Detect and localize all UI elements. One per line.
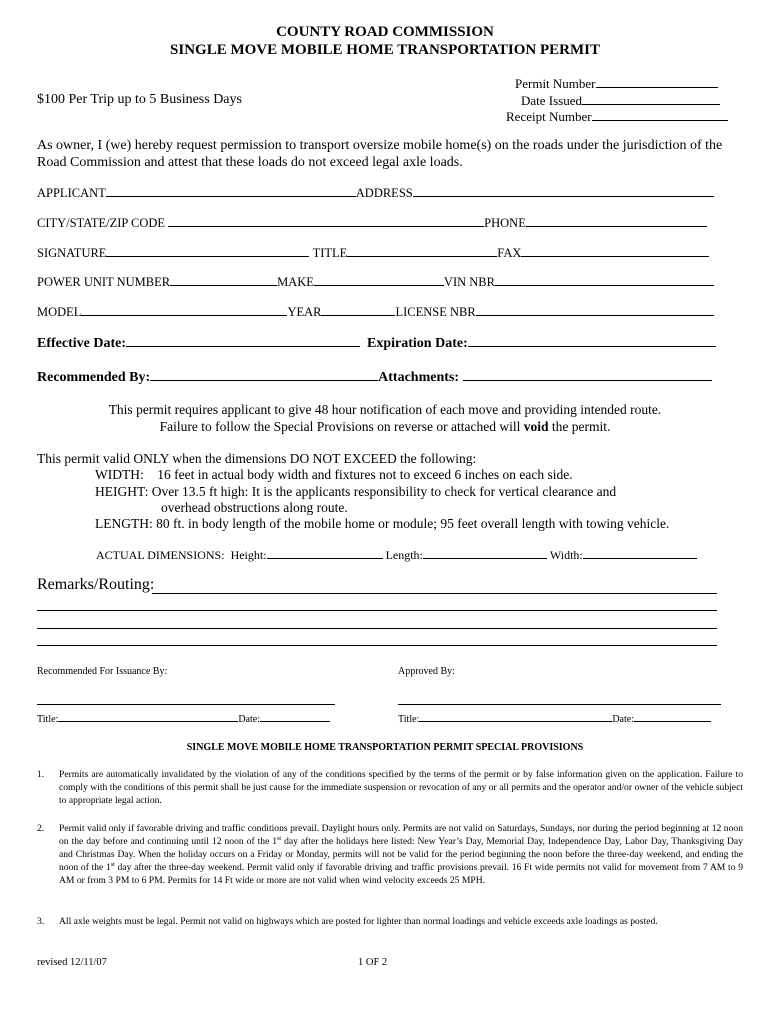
date-issued-field: [521, 93, 720, 109]
expiration-date-label: Expiration Date:: [367, 336, 468, 351]
provision-2-part-c: day after the three-day weekend. Permit valid only if favorable driving and traffic provisions prevail. 16 Ft wide permits not valid for movement from 7 AM to 9 AM or from 3 PM to 6 PM. Permits for 14 Ft wide or more are not valid when wind velocity exceeds 25 MPH.: [59, 862, 743, 886]
applicant-row: [37, 185, 714, 201]
provision-1-text: Permits are automatically invalidated by the violation of any of the conditions specified by the terms of the permit or by false information given on the application. Failure to comply with the conditions of this permit shall be just cause for the immediate suspension or revocation of any or all permits and the operator and/or owner of the vehicle subject to appropriate legal action.: [59, 769, 743, 806]
provision-2: [37, 822, 743, 902]
recommended-row: [37, 369, 712, 386]
limits-width: WIDTH: 16 feet in actual body width and fixtures not to exceed 6 inches on each side.: [95, 467, 573, 482]
approved-title-label: Title:: [398, 714, 420, 725]
vin-line[interactable]: [495, 274, 714, 286]
provision-3-text: All axle weights must be legal. Permit not valid on highways which are posted for lighter than normal loadings and vehicle exceeds axle loadings as posted.: [59, 916, 658, 927]
permit-number-field: [515, 76, 718, 92]
actual-width-label: Width:: [549, 548, 583, 562]
superscript-st: st: [110, 861, 115, 868]
title-label: TITLE: [312, 246, 348, 260]
remarks-label: Remarks/Routing:: [37, 576, 155, 593]
power-unit-row: [37, 274, 714, 290]
applicant-line[interactable]: [106, 185, 356, 197]
receipt-number-label: Receipt Number: [506, 109, 592, 124]
remarks-line-4[interactable]: [37, 645, 717, 646]
provisions-heading: SINGLE MOVE MOBILE HOME TRANSPORTATION PERMIT SPECIAL PROVISIONS: [186, 742, 584, 753]
power-unit-line[interactable]: [170, 274, 277, 286]
applicant-label: APPLICANT: [37, 186, 106, 200]
approved-by-label: Approved By:: [398, 666, 455, 677]
city-line[interactable]: [168, 215, 484, 227]
provision-1: [37, 768, 743, 808]
attachments-label: Attachments:: [378, 370, 460, 385]
effective-date-line[interactable]: [126, 335, 360, 347]
recommended-title-line[interactable]: [58, 712, 238, 722]
actual-width-line[interactable]: [583, 547, 697, 559]
make-line[interactable]: [314, 274, 444, 286]
address-label: ADDRESS: [355, 186, 413, 200]
intro-line-1: As owner, I (we) hereby request permission to transport oversize mobile home(s) on the roads under the jurisdiction of the: [37, 138, 723, 153]
approved-signature-line[interactable]: [398, 704, 721, 705]
page-number: 1 OF 2: [358, 957, 388, 968]
fee-text: $100 Per Trip up to 5 Business Days: [37, 92, 242, 107]
limits-intro: This permit valid ONLY when the dimensions DO NOT EXCEED the following:: [37, 451, 477, 466]
provision-3-number: 3.: [37, 916, 45, 927]
address-line[interactable]: [413, 185, 714, 197]
provision-1-number: 1.: [37, 769, 45, 780]
actual-height-label: Height:: [230, 548, 267, 562]
signature-row: [37, 245, 709, 261]
notice-line-2: [0, 419, 770, 435]
phone-line[interactable]: [526, 215, 707, 227]
power-unit-label: POWER UNIT NUMBER: [37, 275, 171, 289]
model-line[interactable]: [81, 304, 287, 316]
effective-row: [37, 335, 716, 352]
date-issued-label: Date Issued: [521, 93, 583, 108]
approved-title-line[interactable]: [419, 712, 612, 722]
fax-label: FAX: [497, 246, 522, 260]
limits-length: LENGTH: 80 ft. in body length of the mobile home or module; 95 feet overall length with towing vehicle.: [95, 516, 670, 531]
notice-text-end: the permit.: [548, 419, 611, 434]
license-label: LICENSE NBR: [395, 305, 476, 319]
receipt-number-field: [506, 109, 728, 125]
provision-2-number: 2.: [37, 823, 45, 834]
permit-number-label: Permit Number: [515, 76, 596, 91]
remarks-line-1[interactable]: [152, 593, 717, 594]
approved-title-row: [398, 712, 711, 725]
void-word: void: [523, 419, 549, 434]
year-label: YEAR: [287, 305, 322, 319]
signature-label: SIGNATURE: [37, 246, 107, 260]
provision-3: [37, 915, 743, 943]
city-row: [37, 215, 707, 231]
recommended-by-label: Recommended By:: [37, 370, 151, 385]
effective-date-label: Effective Date:: [37, 336, 127, 351]
revision-date: revised 12/11/07: [37, 957, 107, 968]
actual-length-label: Length:: [385, 548, 423, 562]
remarks-line-2[interactable]: [37, 610, 717, 611]
provision-2-part-a: Permit valid only if favorable driving and traffic conditions prevail. Daylight hours only. Permits are not valid on Saturdays, Sundays, nor during the period beginning at 12 noon on the day before and continuing until 12 noon of the 1: [59, 823, 743, 847]
provision-2-text: [59, 822, 743, 887]
recommended-date-label: Date:: [238, 714, 260, 725]
form-subtitle: SINGLE MOVE MOBILE HOME TRANSPORTATION PERMIT: [170, 42, 600, 58]
city-label: CITY/STATE/ZIP CODE: [37, 216, 166, 230]
make-label: MAKE: [277, 275, 314, 289]
provision-2-part-b: day after the holidays here listed: New Year’s Day, Memorial Day, Independence Day, Labor Day, Thanksgiving Day and Christmas Day. When the holiday occurs on a Friday or Monday, permits will not be valid for the period beginning the noon before the three-day weekend, and ending the noon of the 1: [59, 836, 743, 873]
recommended-signature-line[interactable]: [37, 704, 335, 705]
actual-dimensions-row: [96, 547, 697, 563]
model-row: [37, 304, 714, 320]
recommended-issuance-label: Recommended For Issuance By:: [37, 666, 168, 677]
attachments-line[interactable]: [463, 369, 712, 381]
title-line[interactable]: [347, 245, 497, 257]
approved-date-line[interactable]: [634, 712, 711, 722]
model-label: MODEL: [37, 305, 82, 319]
notice-line-1: This permit requires applicant to give 48 hour notification of each move and providing intended route.: [108, 402, 662, 417]
recommended-title-row: [37, 712, 330, 725]
permit-number-line[interactable]: [596, 76, 718, 88]
license-line[interactable]: [476, 304, 714, 316]
receipt-number-line[interactable]: [592, 109, 728, 121]
notice-text: Failure to follow the Special Provisions on reverse or attached will: [159, 419, 524, 434]
recommended-title-label: Title:: [37, 714, 59, 725]
remarks-line-3[interactable]: [37, 628, 717, 629]
form-title: COUNTY ROAD COMMISSION: [276, 24, 494, 40]
fax-line[interactable]: [521, 245, 709, 257]
date-issued-line[interactable]: [582, 93, 720, 105]
actual-length-line[interactable]: [423, 547, 547, 559]
year-line[interactable]: [321, 304, 395, 316]
expiration-date-line[interactable]: [468, 335, 716, 347]
recommended-date-line[interactable]: [260, 712, 330, 722]
limits-height-cont: overhead obstructions along route.: [161, 500, 348, 515]
actual-dimensions-label: ACTUAL DIMENSIONS:: [96, 548, 225, 562]
recommended-by-line[interactable]: [150, 369, 378, 381]
vin-label: VIN NBR: [443, 275, 495, 289]
limits-height: HEIGHT: Over 13.5 ft high: It is the applicants responsibility to check for vertical clearance and: [95, 484, 617, 499]
intro-line-2: Road Commission and attest that these loads do not exceed legal axle loads.: [37, 155, 463, 170]
actual-height-line[interactable]: [267, 547, 383, 559]
phone-label: PHONE: [484, 216, 526, 230]
signature-line[interactable]: [106, 245, 309, 257]
approved-date-label: Date:: [612, 714, 634, 725]
superscript-st: st: [277, 835, 282, 842]
